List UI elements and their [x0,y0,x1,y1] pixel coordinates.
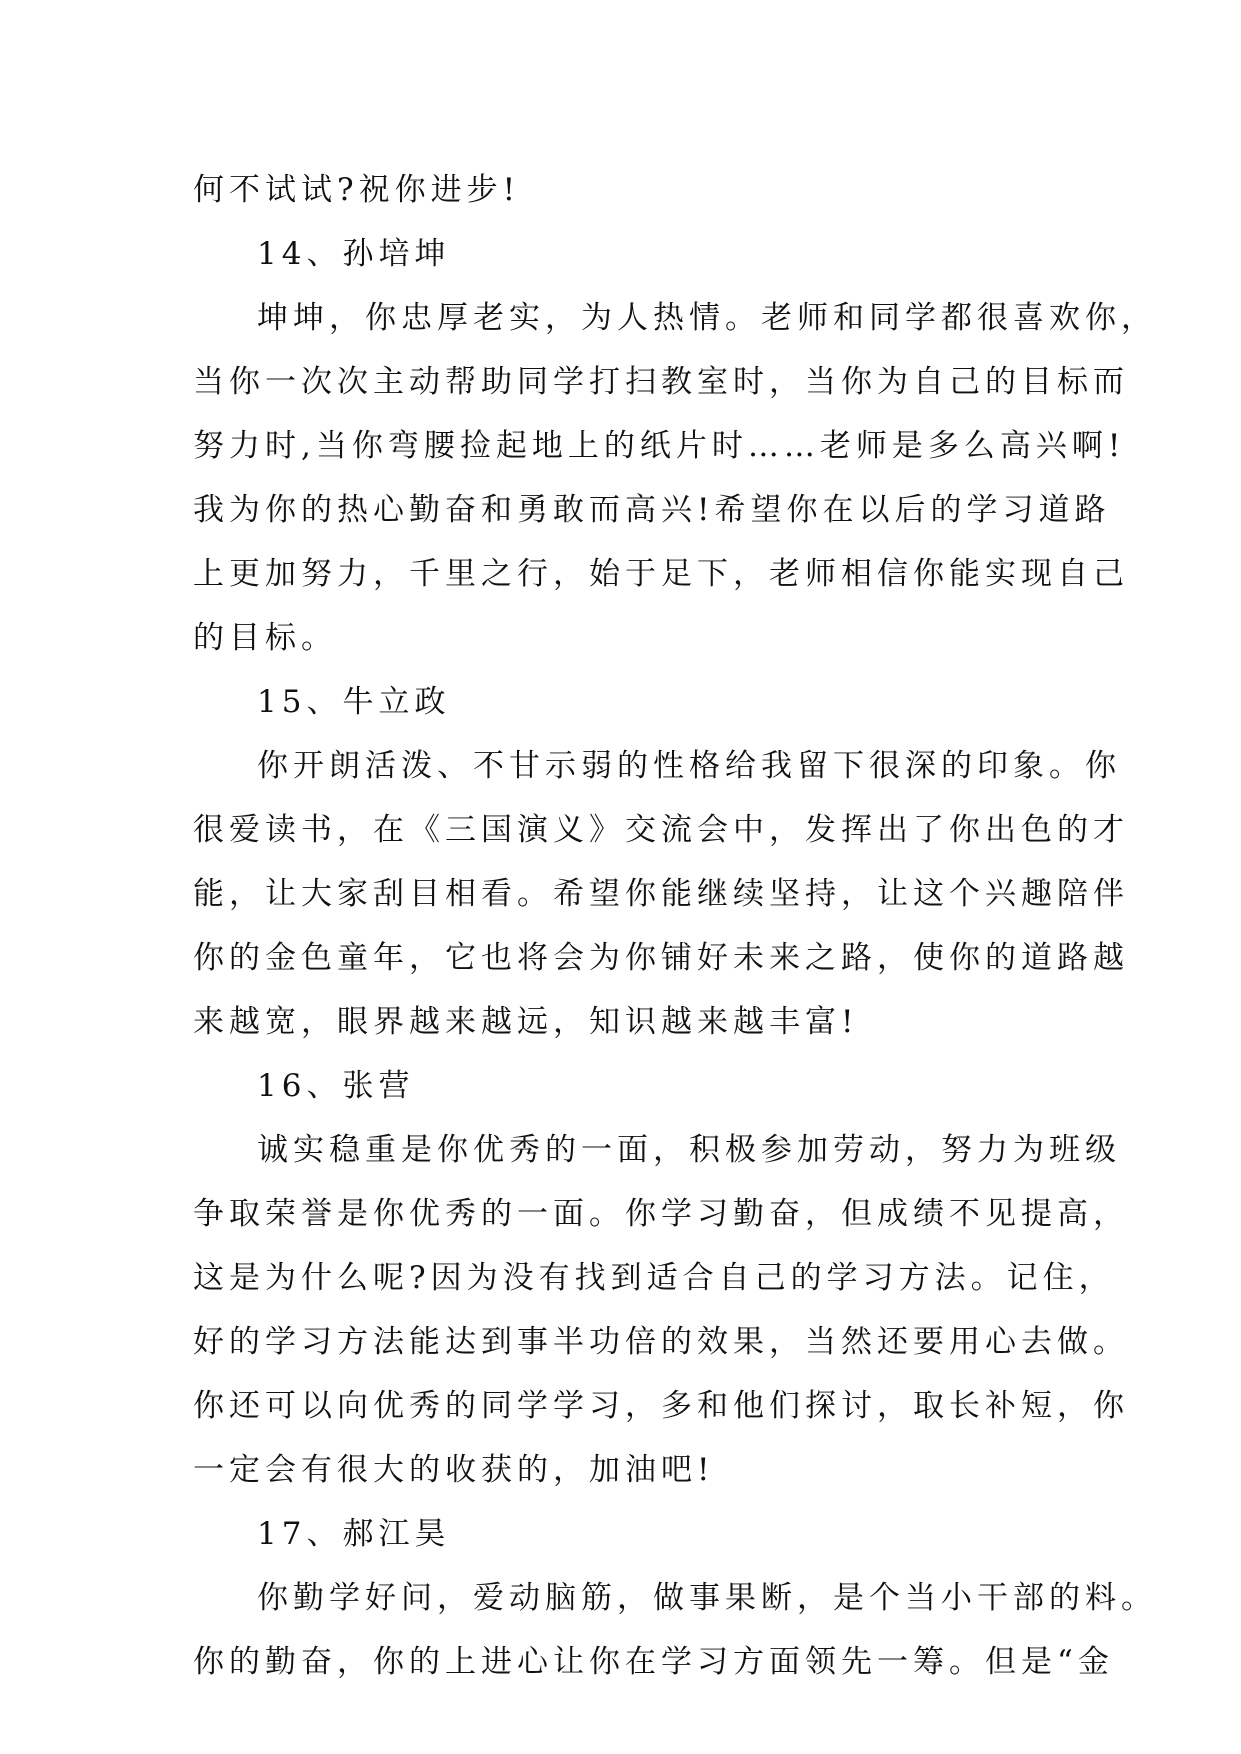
text-line: 能，让大家刮目相看。希望你能继续坚持，让这个兴趣陪伴 [193,876,1129,912]
text-line: 诚实稳重是你优秀的一面，积极参加劳动，努力为班级 [257,1132,1121,1168]
section-heading: 17、郝江昊 [257,1516,451,1552]
text-line: 坤坤，你忠厚老实，为人热情。老师和同学都很喜欢你， [257,300,1157,336]
text-line: 你的金色童年，它也将会为你铺好未来之路，使你的道路越 [193,940,1129,976]
text-line: 努力时,当你弯腰捡起地上的纸片时……老师是多么高兴啊! [193,428,1126,464]
text-line: 我为你的热心勤奋和勇敢而高兴!希望你在以后的学习道路 [193,492,1111,528]
text-line: 的目标。 [193,620,337,656]
text-line: 好的学习方法能达到事半功倍的效果，当然还要用心去做。 [193,1324,1129,1360]
text-line: 你勤学好问，爱动脑筋，做事果断，是个当小干部的料。 [257,1580,1157,1616]
text-line: 你的勤奋，你的上进心让你在学习方面领先一筹。但是“金 [193,1644,1114,1680]
document-body [193,158,1157,1694]
text-line: 来越宽，眼界越来越远，知识越来越丰富! [193,1004,859,1040]
text-line: 你还可以向优秀的同学学习，多和他们探讨，取长补短，你 [193,1388,1129,1424]
text-line: 何不试试?祝你进步! [193,172,521,208]
text-line: 很爱读书，在《三国演义》交流会中，发挥出了你出色的才 [193,812,1129,848]
text-line: 当你一次次主动帮助同学打扫教室时，当你为自己的目标而 [193,364,1129,400]
section-heading: 16、张营 [257,1068,415,1104]
text-line: 争取荣誉是你优秀的一面。你学习勤奋，但成绩不见提高， [193,1196,1129,1232]
section-heading: 15、牛立政 [257,684,451,720]
text-line: 这是为什么呢?因为没有找到适合自己的学习方法。记住， [193,1260,1115,1296]
text-line: 一定会有很大的收获的，加油吧! [193,1452,715,1488]
text-line: 你开朗活泼、不甘示弱的性格给我留下很深的印象。你 [257,748,1121,784]
text-line: 上更加努力，千里之行，始于足下，老师相信你能实现自己 [193,556,1129,592]
section-heading: 14、孙培坤 [257,236,451,272]
